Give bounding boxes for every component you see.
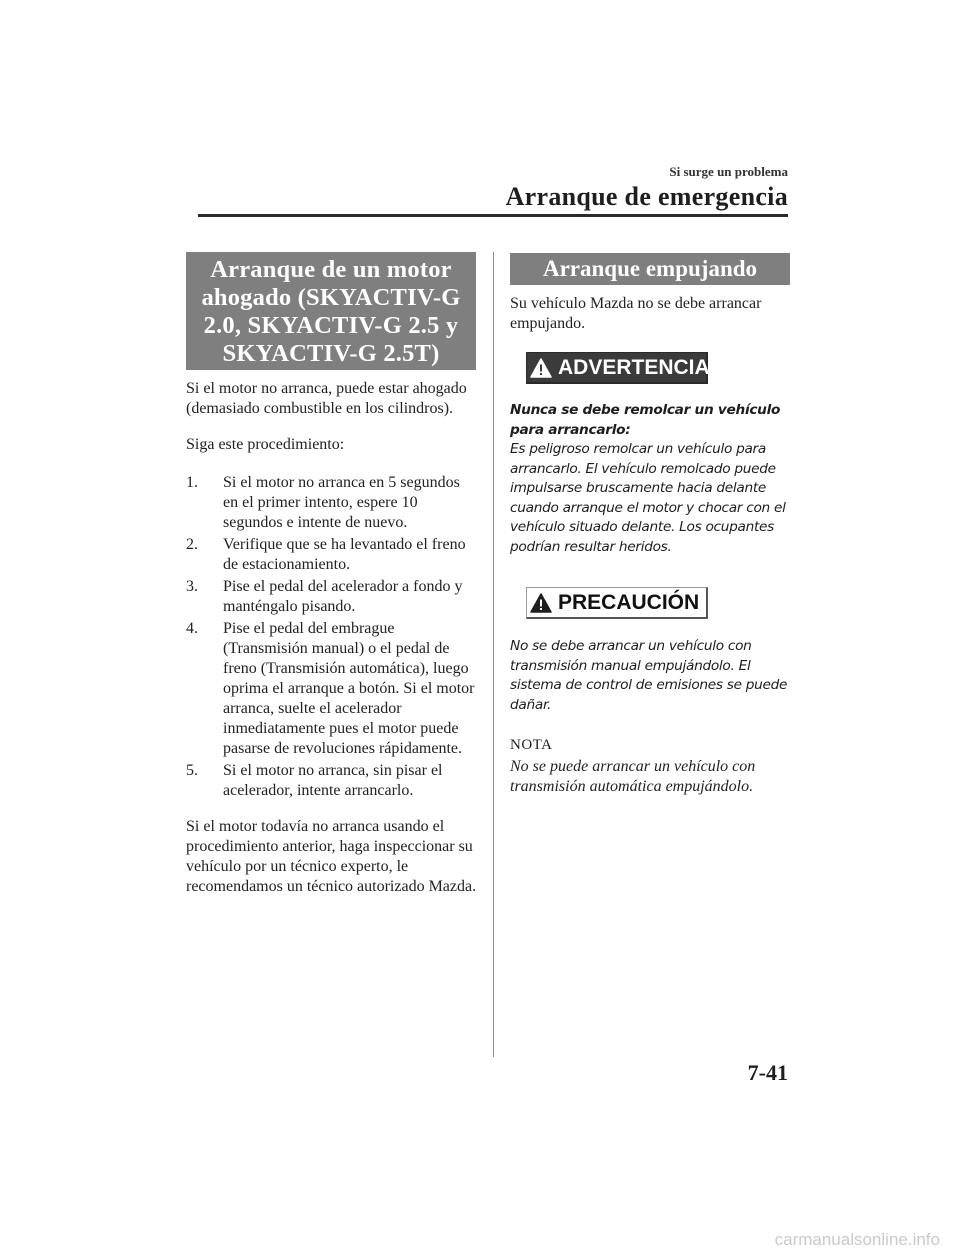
warning-heading: Nunca se debe remolcar un vehículo para arrancarlo: xyxy=(510,402,781,438)
closing-paragraph: Si el motor todavía no arranca usando el procedimiento anterior, haga inspeccionar su vehículo por un técnico experto, le recomendamos un técnico autorizado Mazda. xyxy=(186,818,477,895)
step-item xyxy=(186,473,478,533)
step-text: Si el motor no arranca en 5 segundos en el primer intento, espere 10 segundos e intente de nuevo. xyxy=(223,474,460,531)
step-text: Pise el pedal del embrague (Transmisión manual) o el pedal de freno (Transmisión automática), luego oprima el arranque a botón. Si el motor arranca, suelte el acelerador inmediatamente pues el motor puede pasarse de revoluciones rápidamente. xyxy=(223,620,475,757)
procedure-steps xyxy=(186,473,478,801)
header-rule xyxy=(198,214,788,217)
column-divider xyxy=(493,252,494,1057)
caution-body: No se debe arrancar un vehículo con transmisión manual empujándolo. El sistema de control de emisiones se puede dañar. xyxy=(510,638,788,713)
push-start-intro: Su vehículo Mazda no se debe arrancar empujando. xyxy=(510,295,762,332)
flooded-intro: Si el motor no arranca, puede estar ahogado (demasiado combustible en los cilindros). xyxy=(186,380,467,417)
left-column xyxy=(186,252,478,897)
caution-label-box xyxy=(526,587,708,619)
section-heading-flooded-engine: Arranque de un motor ahogado (SKYACTIV-G 2.0, SKYACTIV-G 2.5 y SKYACTIV-G 2.5T) xyxy=(186,252,476,370)
header-kicker: Si surge un problema xyxy=(669,164,788,179)
step-text: Si el motor no arranca, sin pisar el acelerador, intente arrancarlo. xyxy=(223,762,443,799)
warning-triangle-icon xyxy=(530,358,552,378)
step-number: 4. xyxy=(186,620,198,637)
right-column xyxy=(510,253,794,797)
warning-label-box xyxy=(526,352,708,384)
caution-triangle-icon xyxy=(530,593,552,613)
step-item xyxy=(186,535,478,575)
step-number: 2. xyxy=(186,536,198,553)
footer-watermark-url: carmanualsonline.info xyxy=(774,1230,940,1249)
warning-body: Es peligroso remolcar un vehículo para arrancarlo. El vehículo remolcado puede impulsarse bruscamente hacia delante cuando arranque el motor y chocar con el vehículo situado delante. Los ocupantes podrían resultar heridos. xyxy=(510,441,786,555)
note-body: No se puede arrancar un vehículo con transmisión automática empujándolo. xyxy=(510,758,756,795)
step-item xyxy=(186,619,478,759)
section-heading-push-start: Arranque empujando xyxy=(510,253,790,285)
step-number: 1. xyxy=(186,474,198,491)
step-text: Verifique que se ha levantado el freno de estacionamiento. xyxy=(223,536,466,573)
step-number: 5. xyxy=(186,762,198,779)
step-item xyxy=(186,577,478,617)
step-text: Pise el pedal del acelerador a fondo y manténgalo pisando. xyxy=(223,578,463,615)
warning-label: ADVERTENCIA xyxy=(558,355,710,379)
step-item xyxy=(186,761,478,801)
procedure-label: Siga este procedimiento: xyxy=(186,436,345,453)
caution-label: PRECAUCIÓN xyxy=(558,590,700,614)
step-number: 3. xyxy=(186,578,198,595)
note-label: NOTA xyxy=(510,737,553,753)
page-number: 7-41 xyxy=(747,1060,788,1085)
header-title: Arranque de emergencia xyxy=(505,182,788,211)
